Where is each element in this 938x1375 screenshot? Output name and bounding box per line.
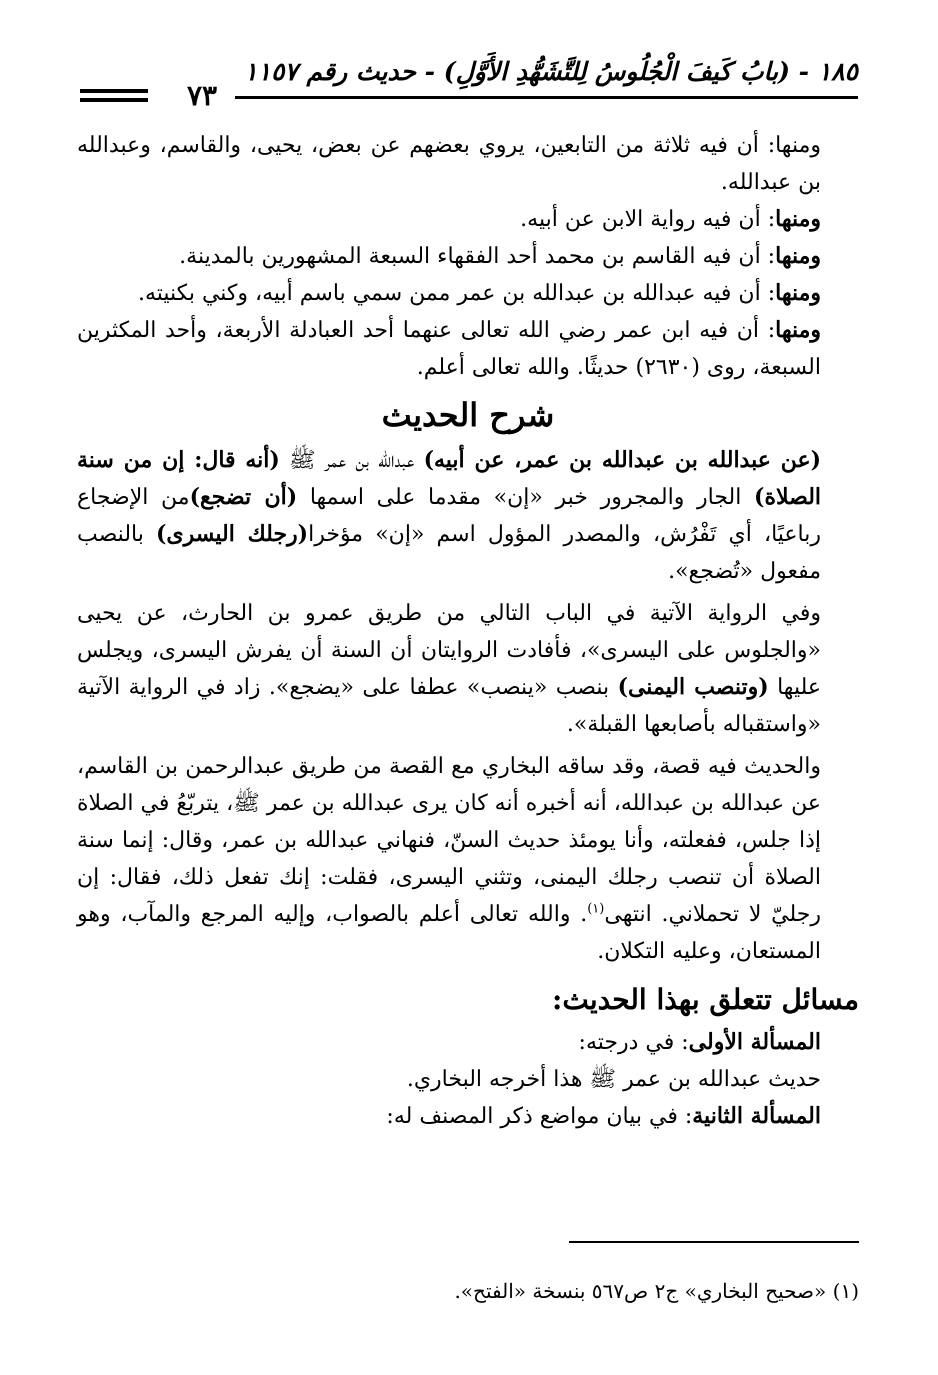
masail-heading: مسائل تتعلق بهذا الحديث: <box>551 983 859 1016</box>
lead-word: ومنها <box>775 206 821 232</box>
sharh-paragraph-3 <box>77 748 859 970</box>
footnote-rule <box>569 1241 859 1243</box>
quoted-text: (عن عبدالله بن عبدالله بن عمر، عن أبيه) <box>423 447 821 473</box>
sharh-paragraph-2 <box>77 595 859 743</box>
page-number: ٧٣ <box>172 82 232 110</box>
header-rule <box>235 96 858 99</box>
footnote-marker[interactable]: (١) <box>587 901 605 917</box>
quoted-text: (وتنصب اليمنى) <box>617 674 769 700</box>
paragraph-text: : أن فيه عبدالله بن عبدالله بن عمر ممن سمي باسم أبيه، وكني بكنيته. <box>137 281 776 306</box>
lead-word: ومنها <box>775 317 821 343</box>
commentary-text: عبدالله بن عمر ﷺ <box>279 448 424 473</box>
quoted-text: (أنه قال: إن من سنة الصلاة) <box>77 447 822 510</box>
page-number-rule-top <box>80 89 148 93</box>
page-number-rule-bottom <box>80 98 148 102</box>
question-text: : في بيان مواضع ذكر المصنف له: <box>386 1104 693 1129</box>
quoted-text: (رجلك اليسرى) <box>155 521 309 547</box>
footnote: (١) «صحيح البخاري» ج٢ ص٥٦٧ بنسخة «الفتح». <box>454 1279 859 1303</box>
lead-word: ومنها <box>775 280 821 306</box>
commentary-text: من الإضجاع رباعيًا، أي تَفْرُش، والمصدر المؤول اسم «إن» مؤخرا <box>77 485 821 547</box>
paragraph-text: : أن فيه القاسم بن محمد أحد الفقهاء السبعة المشهورين بالمدينة. <box>179 244 776 269</box>
commentary-text: . والله تعالى أعلم بالصواب، وإليه المرجع والمآب، وهو المستعان، وعليه التكلان. <box>77 902 821 964</box>
question-label: المسألة الأولى <box>688 1029 821 1055</box>
commentary-text: وفي الرواية الآتية في الباب التالي من طريق عمرو بن الحارث، عن يحيى «والجلوس على اليسرى»، فأفادت الروايتان أن السنة أن يفرش اليسرى، ويجلس عليها <box>77 601 821 700</box>
question-text: : في درجته: <box>578 1030 689 1055</box>
commentary-text: الجار والمجرور خبر «إن» مقدما على اسمها <box>297 485 755 510</box>
sharh-paragraph-1 <box>77 442 859 590</box>
page-body <box>77 127 859 1135</box>
quoted-text: (أن تضجع) <box>189 484 298 510</box>
paragraph-4 <box>77 275 859 312</box>
question-1 <box>77 1024 859 1061</box>
running-title: ١٨٥ - (بابُ كَيفَ الْجُلُوسُ لِلتَّشَهُّدِ الأَوَّلِ) - حديث رقم ١١٥٧ <box>244 57 858 86</box>
paragraph-2 <box>77 201 859 238</box>
question-2 <box>77 1098 859 1135</box>
commentary-text: بنصب «ينصب» عطفا على «يضجع». زاد في الرواية الآتية «واستقباله بأصابعها القبلة». <box>77 675 821 737</box>
paragraph-1: ومنها: أن فيه ثلاثة من التابعين، يروي بعضهم عن بعض، يحيى، والقاسم، وعبدالله بن عبدالله. <box>77 133 821 195</box>
question-1-body: حديث عبدالله بن عمر ﷺ هذا أخرجه البخاري. <box>406 1067 821 1092</box>
lead-word: ومنها <box>775 243 821 269</box>
commentary-text: والحديث فيه قصة، وقد ساقه البخاري مع القصة من طريق عبدالرحمن بن القاسم، عن عبدالله بن عبدالله، أنه أخبره أنه كان يرى عبدالله بن عمر ﷺ، يتربّعُ في الصلاة إذا جلس، ففعلته، وأنا يومئذ حديث السنّ، فنهاني عبدالله بن عمر، وقال: إنما سنة الصلاة أن تنصب رجلك اليمنى، وتثني اليسرى، فقلت: إنك تفعل ذلك، فقال: إن رجليّ لا تحملاني. انتهى <box>77 754 821 927</box>
paragraph-text: : أن فيه رواية الابن عن أبيه. <box>520 207 776 232</box>
commentary-text: بالنصب مفعول «تُضجع». <box>77 522 821 584</box>
paragraph-text: : أن فيه ابن عمر رضي الله تعالى عنهما أحد العبادلة الأربعة، وأحد المكثرين السبعة، روى (٢٦٣٠) حديثًا. والله تعالى أعلم. <box>77 318 821 380</box>
section-title: شرح الحديث <box>381 396 555 434</box>
paragraph-3 <box>77 238 859 275</box>
question-label: المسألة الثانية <box>692 1103 821 1129</box>
paragraph-5 <box>77 312 859 386</box>
